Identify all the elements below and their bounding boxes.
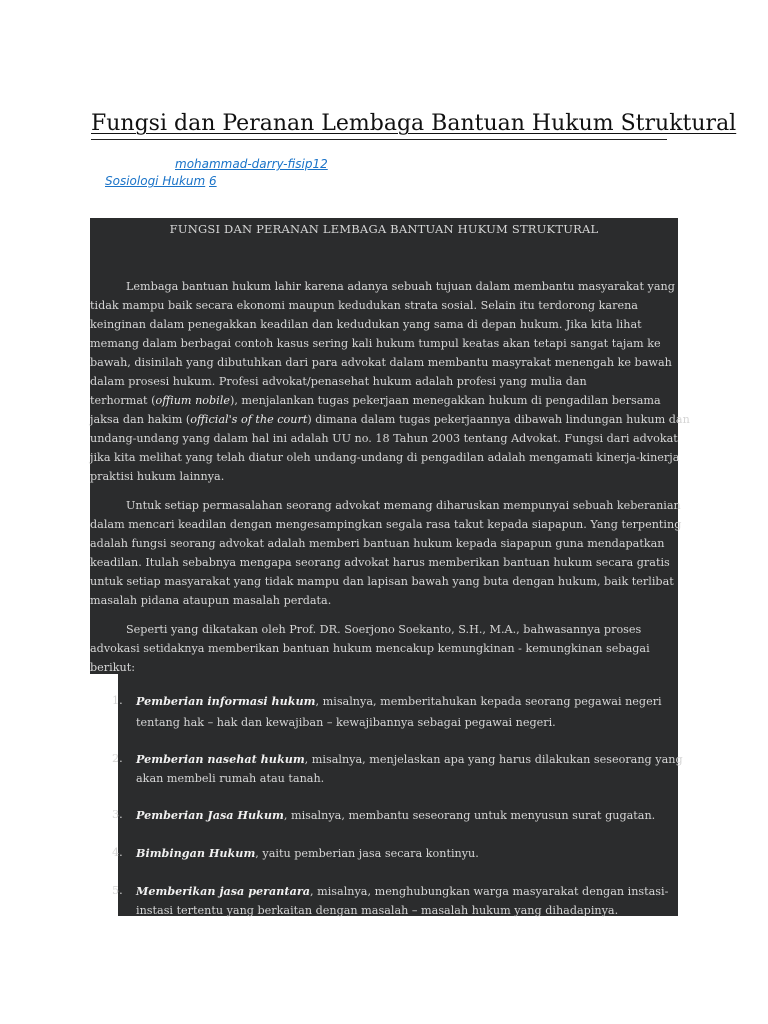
list-item-line2: instasi tertentu yang berkaitan dengan masalah – masalah hukum yang dihadapinya. — [136, 904, 619, 917]
list-item — [136, 844, 479, 863]
list-item-text: , misalnya, menghubungkan warga masyarakat dengan instasi- — [309, 885, 669, 898]
text-line: dalam prosesi hukum. Profesi advokat/penasehat hukum adalah profesi yang mulia dan — [90, 375, 587, 388]
list-number: 1. — [112, 694, 123, 707]
text-line: adalah fungsi seorang advokat adalah memberi bantuan hukum kepada siapapun guna mendapatkan — [90, 537, 665, 550]
text-line: berikut: — [90, 661, 135, 674]
list-item — [136, 882, 668, 901]
text-run: ) dimana dalam tugas pekerjaannya dibawah lindungan hukum dan — [307, 413, 690, 426]
category-link[interactable]: Sosiologi Hukum — [105, 174, 206, 188]
text-line: tidak mampu baik secara ekonomi maupun kedudukan strata sosial. Selain itu terdorong karena — [90, 299, 638, 312]
list-number: 3. — [112, 808, 123, 821]
document-heading: FUNGSI DAN PERANAN LEMBAGA BANTUAN HUKUM STRUKTURAL — [169, 222, 599, 236]
list-item-line2: akan membeli rumah atau tanah. — [136, 772, 325, 785]
comment-count-link[interactable]: 6 — [209, 174, 217, 188]
text-line: undang-undang yang dalam hal ini adalah UU no. 18 Tahun 2003 tentang Advokat. Fungsi dari advokat — [90, 432, 678, 445]
text-line: Lembaga bantuan hukum lahir karena adanya sebuah tujuan dalam membantu masyarakat yang — [126, 280, 675, 293]
list-number: 5. — [112, 884, 123, 897]
text-run-italic: offium nobile — [155, 394, 230, 407]
list-item-term: Pemberian nasehat hukum — [136, 752, 305, 766]
list-item-term: Pemberian informasi hukum — [136, 694, 316, 708]
page-title: Fungsi dan Peranan Lembaga Bantuan Hukum Struktural — [91, 111, 737, 136]
author-link[interactable]: mohammad-darry-fisip12 — [175, 157, 328, 171]
text-run-italic: official's of the court — [190, 413, 308, 426]
list-item — [136, 692, 662, 711]
text-line: advokasi setidaknya memberikan bantuan hukum mencakup kemungkinan - kemungkinan sebagai — [90, 642, 650, 655]
text-line: Seperti yang dikatakan oleh Prof. DR. Soerjono Soekanto, S.H., M.A., bahwasannya proses — [126, 623, 642, 636]
text-line: bawah, disinilah yang dibutuhkan dari para advokat dalam membantu masyrakat menengah ke bawah — [90, 356, 672, 369]
text-line: praktisi hukum lainnya. — [90, 470, 225, 483]
list-number: 2. — [112, 752, 123, 765]
text-run: jaksa dan hakim ( — [90, 413, 191, 426]
list-item-term: Pemberian Jasa Hukum — [136, 808, 284, 822]
list-item-line2: tentang hak – hak dan kewajiban – kewajibannya sebagai pegawai negeri. — [136, 716, 556, 729]
text-line: masalah pidana ataupun masalah perdata. — [90, 594, 332, 607]
list-item-text: , misalnya, menjelaskan apa yang harus dilakukan seseorang yang — [304, 753, 683, 766]
text-line: untuk setiap masyarakat yang tidak mampu dan lapisan bawah yang buta dengan hukum, baik terlibat — [90, 575, 674, 588]
text-line: keadilan. Itulah sebabnya mengapa seorang advokat harus memberikan bantuan hukum secara gratis — [90, 556, 670, 569]
list-item-term: Memberikan jasa perantara — [136, 884, 310, 898]
text-run: terhormat ( — [90, 394, 156, 407]
text-line — [90, 391, 661, 410]
list-number: 4. — [112, 846, 123, 859]
text-line: dalam mencari keadilan dengan mengesampingkan segala rasa takut kepada siapapun. Yang terpenting — [90, 518, 682, 531]
text-line — [90, 410, 690, 429]
list-item-term: Bimbingan Hukum — [136, 846, 256, 860]
text-line: jika kita melihat yang telah diatur oleh undang-undang di pengadilan adalah mengamati kinerja-kinerja — [90, 451, 680, 464]
text-line: memang dalam berbagai contoh kasus sering kali hukum tumpul keatas akan tetapi sangat tajam ke — [90, 337, 661, 350]
text-run: ), menjalankan tugas pekerjaan menegakkan hukum di pengadilan bersama — [229, 394, 661, 407]
text-line: Untuk setiap permasalahan seorang advokat memang diharuskan mempunyai sebuah keberanian — [126, 499, 681, 512]
list-item-text: , yaitu pemberian jasa secara kontinyu. — [255, 847, 479, 860]
list-item-text: , misalnya, membantu seseorang untuk menyusun surat gugatan. — [283, 809, 656, 822]
text-line: keinginan dalam penegakkan keadilan dan kedudukan yang sama di depan hukum. Jika kita lihat — [90, 318, 642, 331]
list-item — [136, 806, 655, 825]
list-item — [136, 750, 683, 769]
title-divider — [91, 139, 667, 140]
list-item-text: , misalnya, memberitahukan kepada seorang pegawai negeri — [315, 695, 662, 708]
